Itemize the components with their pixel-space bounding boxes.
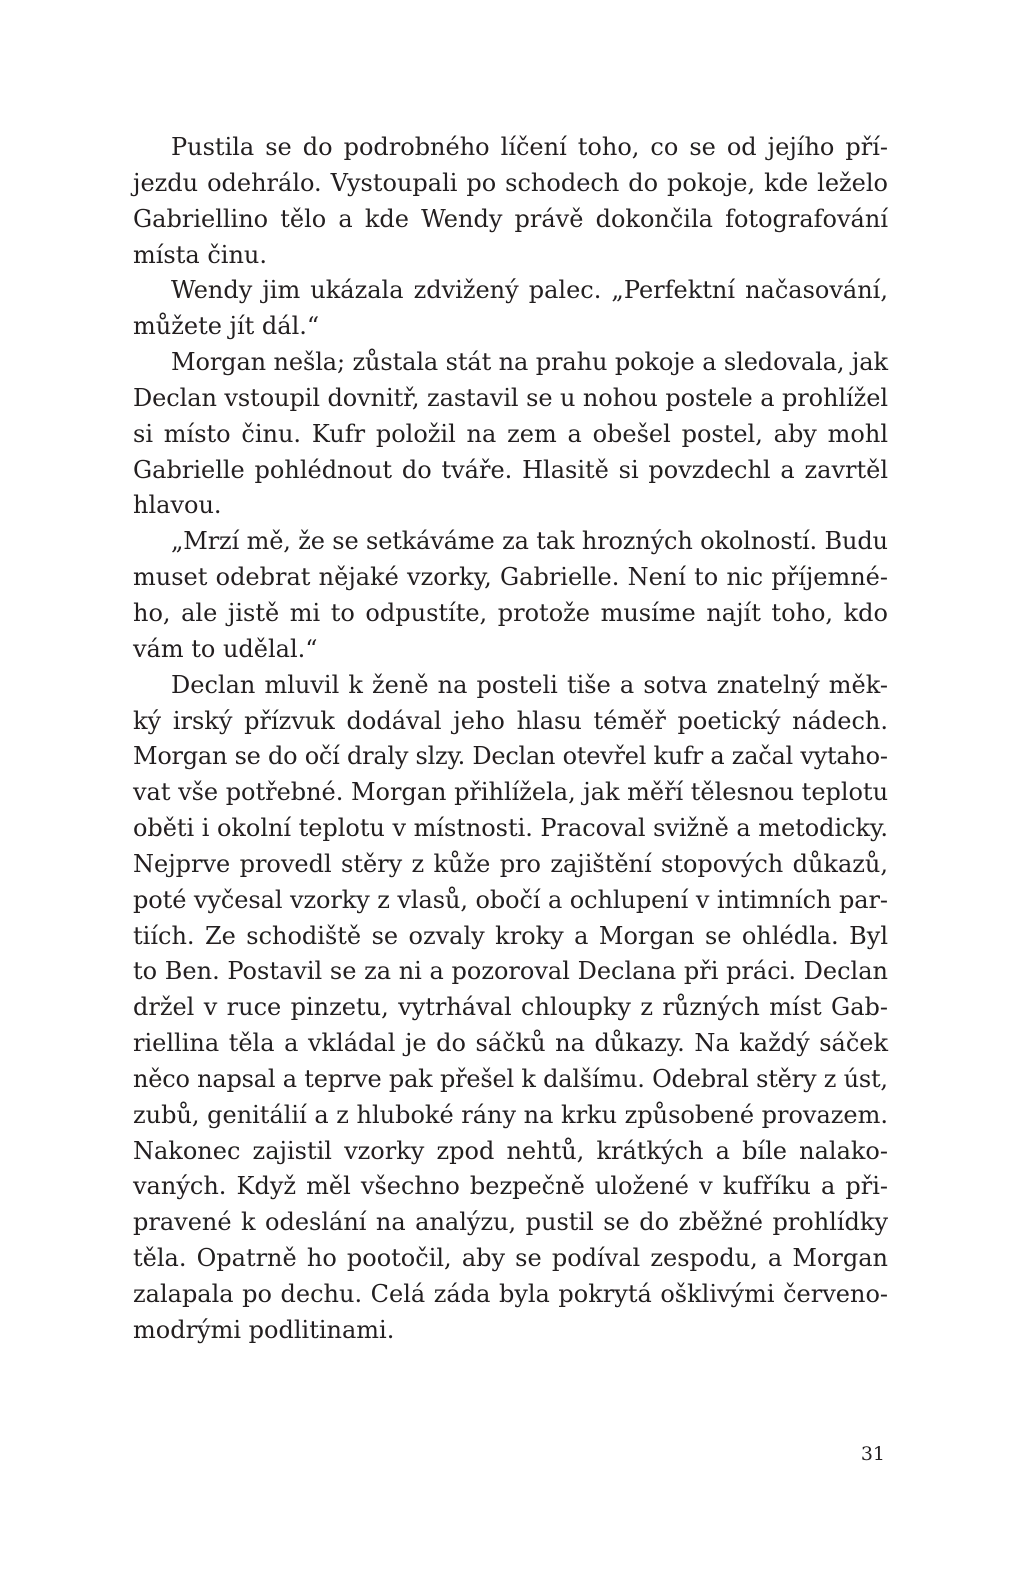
text-line: Nejprve provedl stěry z kůže pro zajištění stopových důkazů, [133, 849, 888, 878]
text-line: Nakonec zajistil vzorky zpod nehtů, krátkých a bíle nalako- [133, 1136, 888, 1165]
text-line: ký irský přízvuk dodával jeho hlasu téměř poetický nádech. [133, 706, 888, 735]
text-line: můžete jít dál.“ [133, 312, 320, 341]
text-line: držel v ruce pinzetu, vytrhával chloupky z různých míst Gab- [133, 993, 888, 1022]
text-line: zubů, genitálií a z hluboké rány na krku způsobené provazem. [133, 1100, 888, 1129]
text-line: něco napsal a teprve pak přešel k dalšímu. Odebral stěry z úst, [133, 1064, 888, 1093]
page-number: 31 [860, 1443, 885, 1465]
paragraph [133, 668, 888, 1349]
text-line: poté vyčesal vzorky z vlasů, obočí a ochlupení v intimních par- [133, 885, 888, 914]
paragraph [133, 345, 888, 524]
text-line: Gabrielle pohlédnout do tváře. Hlasitě si povzdechl a zavrtěl [133, 455, 888, 484]
paragraph [133, 273, 888, 345]
text-line: Gabriellino tělo a kde Wendy právě dokončila fotografování [133, 204, 888, 233]
text-line: ho, ale jistě mi to odpustíte, protože musíme najít toho, kdo [133, 598, 888, 627]
text-line: místa činu. [133, 240, 267, 269]
text-line: muset odebrat nějaké vzorky, Gabrielle. Není to nic příjemné- [133, 563, 888, 592]
text-line: hlavou. [133, 491, 222, 520]
text-line: tiích. Ze schodiště se ozvaly kroky a Morgan se ohlédla. Byl [133, 921, 888, 950]
text-line: si místo činu. Kufr položil na zem a obešel postel, aby mohl [133, 419, 888, 448]
paragraph [133, 130, 888, 273]
text-line: oběti i okolní teplotu v místnosti. Pracoval svižně a metodicky. [133, 814, 888, 843]
text-line: riellina těla a vkládal je do sáčků na důkazy. Na každý sáček [133, 1029, 888, 1058]
text-line: vat vše potřebné. Morgan přihlížela, jak měří tělesnou teplotu [133, 778, 889, 807]
body-text [133, 130, 888, 1349]
paragraph [133, 524, 888, 667]
text-line: vám to udělal.“ [133, 634, 318, 663]
text-line: Declan mluvil k ženě na posteli tiše a sotva znatelný měk- [171, 670, 888, 699]
text-line: Declan vstoupil dovnitř, zastavil se u nohou postele a prohlížel [133, 383, 888, 412]
text-line: „Mrzí mě, že se setkáváme za tak hrozných okolností. Budu [171, 527, 888, 556]
text-line: zalapala po dechu. Celá záda byla pokrytá ošklivými červeno- [133, 1280, 888, 1308]
text-line: vaných. Když měl všechno bezpečně uložené v kufříku a při- [133, 1172, 888, 1201]
text-line: Wendy jim ukázala zdvižený palec. „Perfektní načasování, [171, 276, 888, 305]
text-line: jezdu odehrálo. Vystoupali po schodech do pokoje, kde leželo [133, 168, 888, 197]
text-line: Pustila se do podrobného líčení toho, co se od jejího pří- [171, 133, 888, 161]
text-line: modrými podlitinami. [133, 1315, 395, 1344]
text-line: Morgan se do očí draly slzy. Declan otevřel kufr a začal vytaho- [133, 742, 888, 771]
text-line: těla. Opatrně ho pootočil, aby se podíval zespodu, a Morgan [133, 1244, 888, 1273]
text-line: to Ben. Postavil se za ni a pozoroval Declana při práci. Declan [133, 957, 888, 986]
text-line: Morgan nešla; zůstala stát na prahu pokoje a sledovala, jak [171, 348, 888, 377]
text-line: pravené k odeslání na analýzu, pustil se do zběžné prohlídky [133, 1208, 888, 1237]
